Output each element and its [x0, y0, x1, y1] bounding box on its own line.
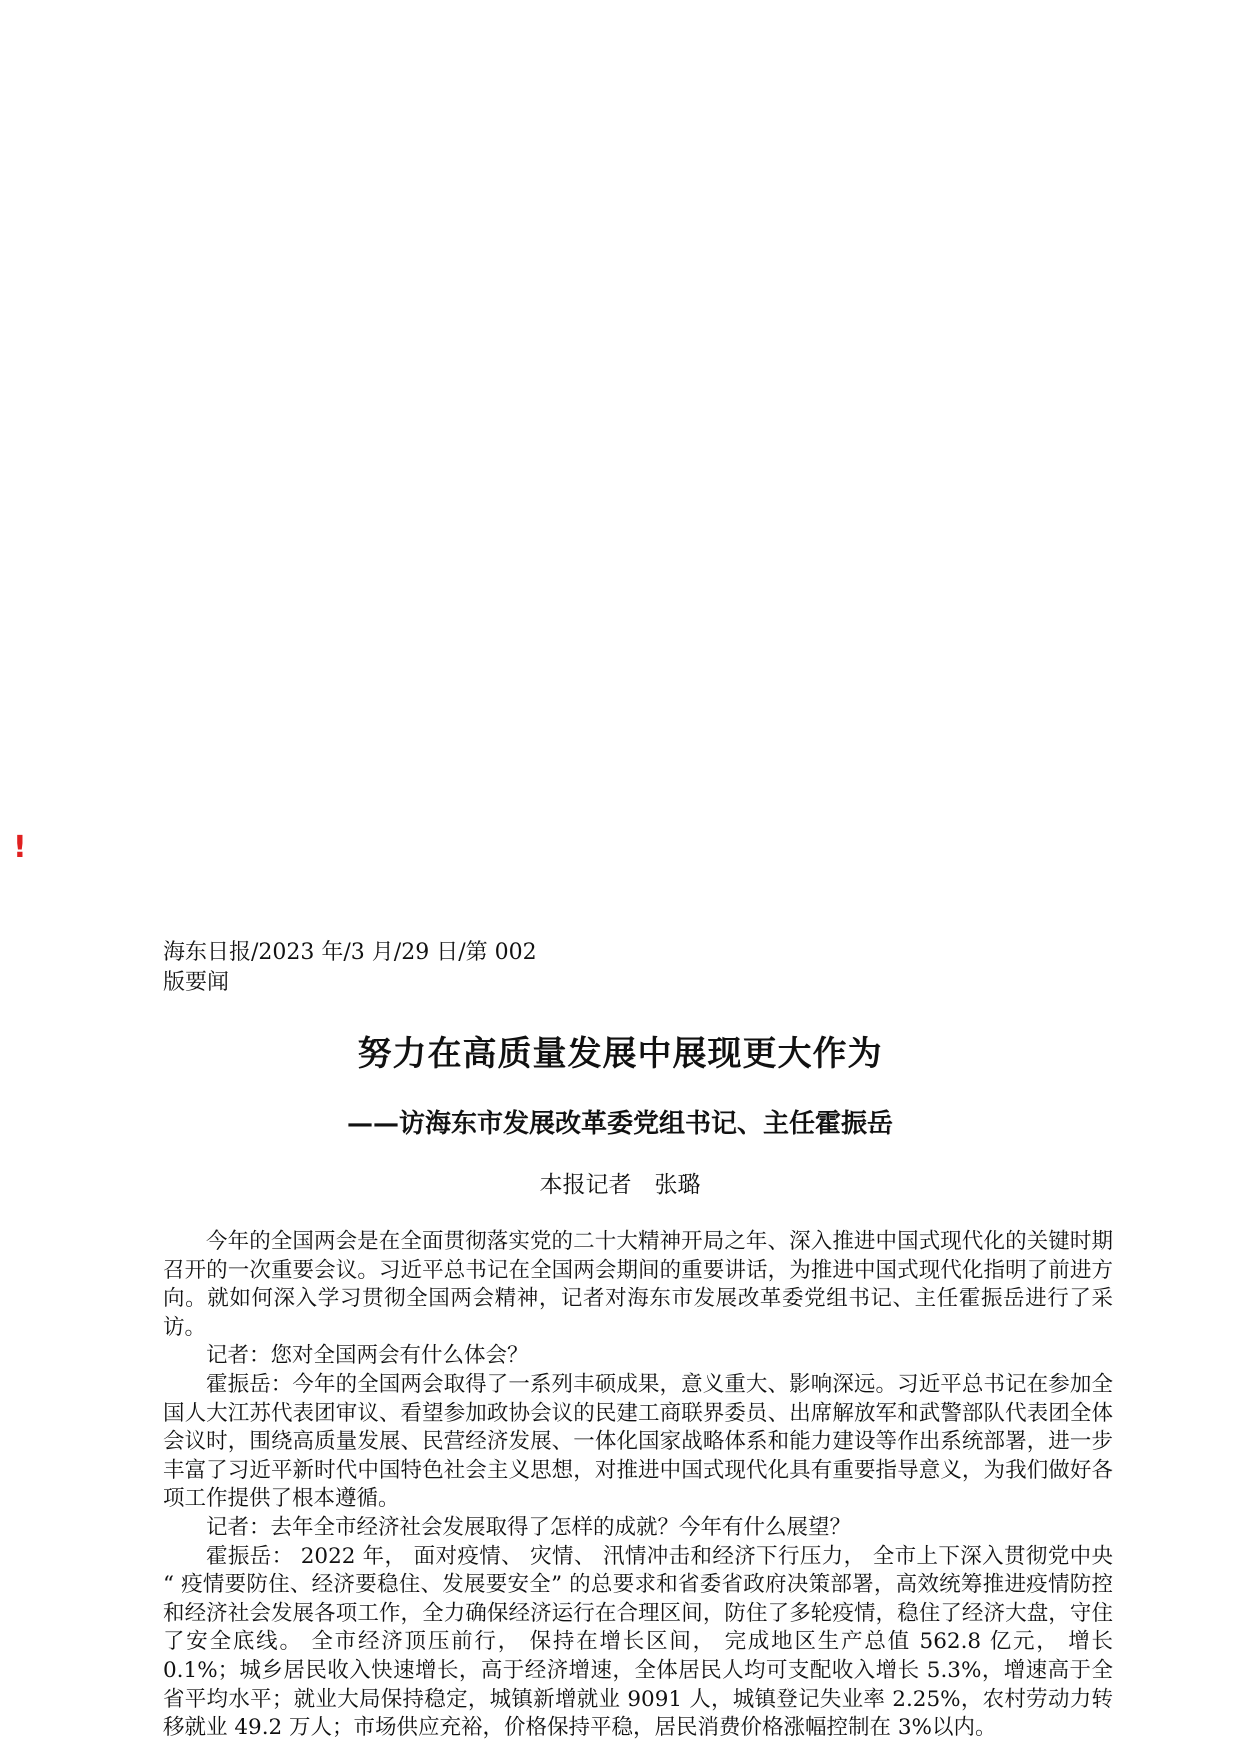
paragraph: 记者：您对全国两会有什么体会？ [206, 1343, 529, 1369]
paragraph: 霍振岳：今年的全国两会取得了一系列丰硕成果，意义重大、影响深远。习近平总书记在参加全国人大江苏代表团审议、看望参加政协会议的民建工商联界委员、出席解放军和武警部队代表团全体会议时，围绕高质量发展、民营经济发展、一体化国家战略体系和能力建设等作出系统部署，进一步丰富了习近平新时代中国特色社会主义思想，对推进中国式现代化具有重要指导意义，为我们做好各项工作提供了根本遵循。 [163, 1371, 1113, 1512]
paragraph: 记者：去年全市经济社会发展取得了怎样的成就？今年有什么展望？ [206, 1514, 852, 1540]
publication-info [163, 938, 537, 998]
publication-line-2: 版要闻 [163, 970, 230, 995]
article-title: 努力在高质量发展中展现更大作为 [357, 1034, 883, 1074]
paragraph: 霍振岳： 2022 年， 面对疫情、 灾情、 汛情冲击和经济下行压力， 全市上下深入贯彻党中央 “ 疫情要防住、经济要稳住、发展要安全” 的总要求和省委省政府决策部署，高效统筹推进疫情防控和经济社会发展各项工作，全力确保经济运行在合理区间，防住了多轮疫情，稳住了经济大盘，守住了安全底线。 全市经济顶压前行， 保持在增长区间， 完成地区生产总值 562.8 亿元， 增长 0.1%；城乡居民收入快速增长，高于经济增速，全体居民人均可支配收入增长 5.3%，增速高于全省平均水平；就业大局保持稳定，城镇新增就业 9091 人，城镇登记失业率 2.25%，农村劳动力转移就业 49.2 万人；市场供应充裕，价格保持平稳，居民消费价格涨幅控制在 3%以内。 [163, 1543, 1113, 1741]
publication-line-1: 海东日报/2023 年/3 月/29 日/第 002 [163, 940, 537, 965]
warning-mark: ! [13, 830, 27, 865]
paragraph: 今年的全国两会是在全面贯彻落实党的二十大精神开局之年、深入推进中国式现代化的关键时期召开的一次重要会议。习近平总书记在全国两会期间的重要讲话，为推进中国式现代化指明了前进方向。就如何深入学习贯彻全国两会精神，记者对海东市发展改革委党组书记、主任霍振岳进行了采访。 [163, 1229, 1113, 1340]
article-subtitle: ——访海东市发展改革委党组书记、主任霍振岳 [346, 1109, 893, 1139]
article-body [163, 1228, 1113, 1743]
article-byline: 本报记者 张璐 [539, 1172, 701, 1198]
